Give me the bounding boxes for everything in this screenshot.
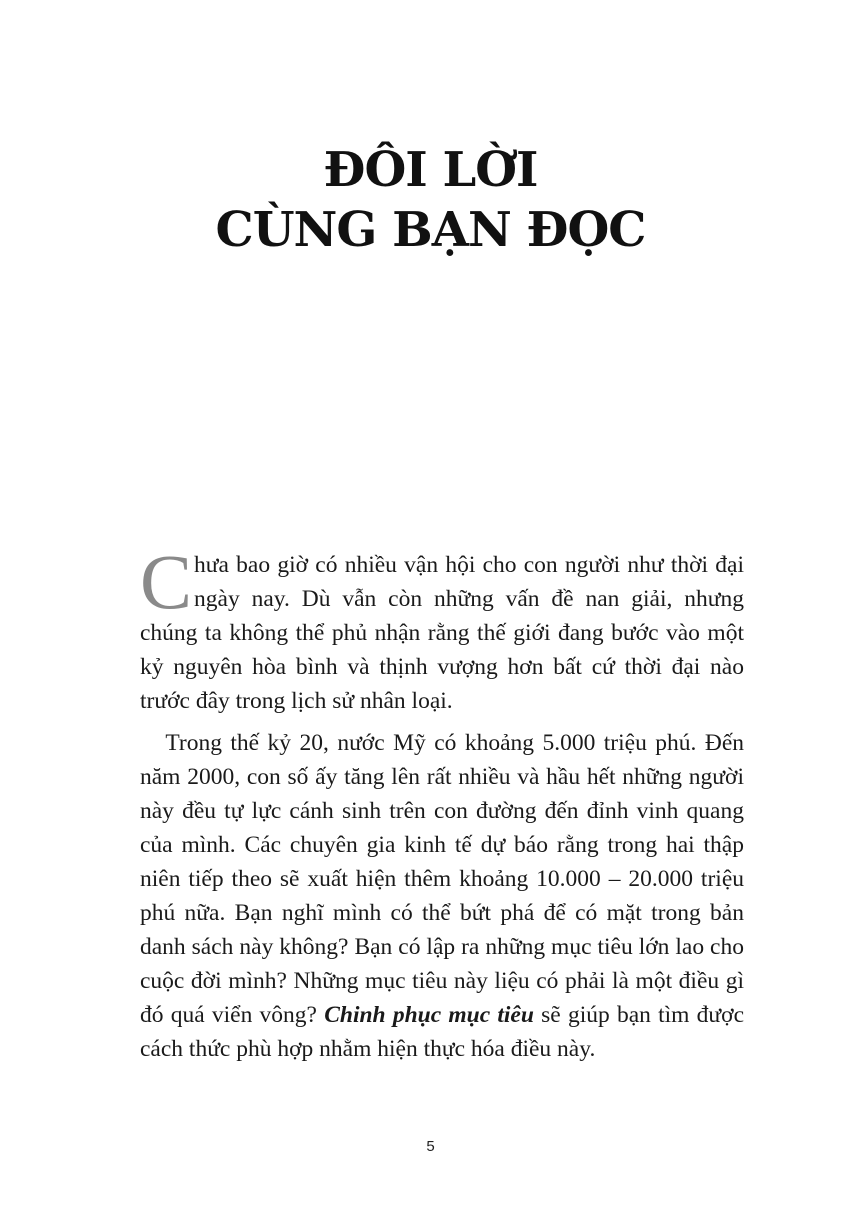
paragraph-1-text: hưa bao giờ có nhiều vận hội cho con người như thời đại ngày nay. Dù vẫn còn những vấn đề nan giải, nhưng chúng ta không thể phủ nhận rằng thế giới đang bước vào một kỷ nguyên hòa bình và thịnh vượng hơn bất cứ thời đại nào trước đây trong lịch sử nhân loại. xyxy=(140,552,744,714)
paragraph-2-text-before: Trong thế kỷ 20, nước Mỹ có khoảng 5.000 triệu phú. Đến năm 2000, con số ấy tăng lên rất nhiều và hầu hết những người này đều tự lực cánh sinh trên con đường đến đỉnh vinh quang của mình. Các chuyên gia kinh tế dự báo rằng trong hai thập niên tiếp theo sẽ xuất hiện thêm khoảng 10.000 – 20.000 triệu phú nữa. Bạn nghĩ mình có thể bứt phá để có mặt trong bản danh sách này không? Bạn có lập ra những mục tiêu lớn lao cho cuộc đời mình? Những mục tiêu này liệu có phải là một điều gì đó quá viển vông? xyxy=(140,730,744,1028)
paragraph-2 xyxy=(140,726,744,1066)
page-number: 5 xyxy=(426,1138,435,1155)
chapter-title-line-2: CÙNG BẠN ĐỌC xyxy=(215,202,646,258)
paragraph-1 xyxy=(140,538,744,718)
book-title-emphasis: Chinh phục mục tiêu xyxy=(324,1002,534,1028)
chapter-title xyxy=(0,140,861,260)
drop-cap: C xyxy=(140,538,193,625)
body-text xyxy=(140,538,744,1066)
chapter-title-line-1: ĐÔI LỜI xyxy=(323,142,538,198)
paragraph-2-text-after: sẽ giúp bạn tìm được cách thức phù hợp nhằm hiện thực hóa điều này. xyxy=(140,1002,744,1062)
